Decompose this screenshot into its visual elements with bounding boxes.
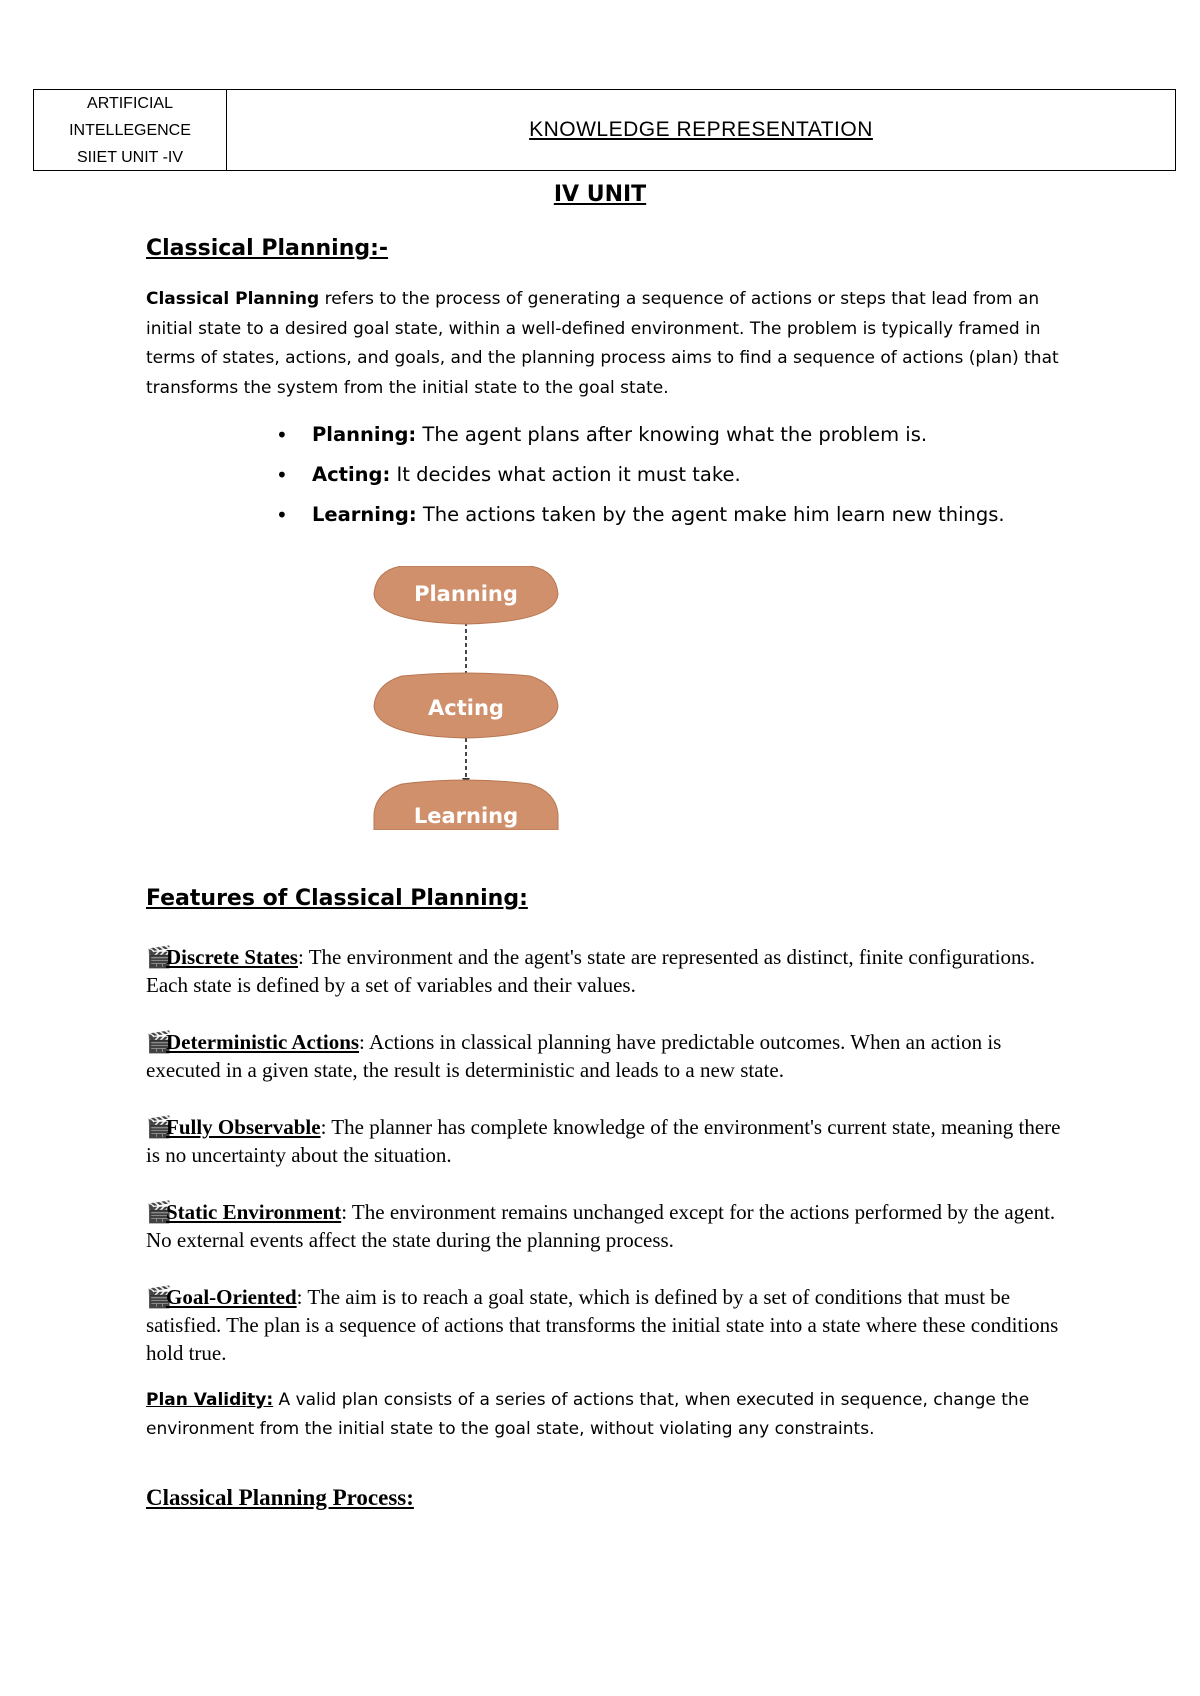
learning-node xyxy=(374,780,558,830)
feature-term: Static Environment xyxy=(166,1200,342,1224)
validity-text: A valid plan consists of a series of actions that, when executed in sequence, change the environment from the initial state to the goal state, without violating any constraints. xyxy=(146,1390,1030,1439)
intro-text: refers to the process of generating a sequence of actions or steps that lead from an initial state to a desired goal state, within a well-defined environment. The problem is typically framed in terms of states, actions, and goals, and the planning process aims to find a sequence of actions (plan) that transforms the system from the initial state to the goal state. xyxy=(146,289,1059,398)
process-heading: Classical Planning Process: xyxy=(146,1485,414,1510)
planning-node xyxy=(374,566,558,624)
planning-cycle-diagram xyxy=(372,566,560,830)
bullet-term: Planning: xyxy=(312,423,417,446)
plan-validity-paragraph xyxy=(146,1386,1066,1444)
feature-term: Discrete States xyxy=(166,945,298,969)
list-item xyxy=(276,495,1076,535)
header-topic-cell xyxy=(227,90,1175,170)
feature-sep: : xyxy=(320,1115,327,1139)
list-item xyxy=(276,455,1076,495)
feature-sep: : xyxy=(341,1200,348,1224)
header-course-cell xyxy=(34,90,227,170)
bullet-term: Learning: xyxy=(312,503,417,526)
acting-node xyxy=(374,673,558,738)
feature-text: Actions in classical planning have predictable outcomes. When an action is executed in a given state, the result is deterministic and leads to a new state. xyxy=(146,1030,1002,1082)
classical-planning-heading: Classical Planning:- xyxy=(146,236,389,261)
clapperboard-icon: 🎬 xyxy=(146,1285,173,1309)
intro-term: Classical Planning xyxy=(146,289,320,309)
header-course-line-1: ARTIFICIAL xyxy=(87,94,173,112)
validity-term: Plan Validity: xyxy=(146,1390,274,1410)
feature-text: The environment and the agent's state are represented as distinct, finite configurations. Each state is defined by a set of variables and their values. xyxy=(146,945,1035,997)
feature-item xyxy=(146,1028,1066,1084)
bullet-text: It decides what action it must take. xyxy=(390,463,741,486)
bullet-text: The agent plans after knowing what the problem is. xyxy=(416,423,928,446)
feature-item xyxy=(146,1283,1066,1367)
bullet-icon: • xyxy=(276,503,288,527)
planning-node-label: Planning xyxy=(414,582,518,606)
feature-term: Goal-Oriented xyxy=(166,1285,297,1309)
bullet-icon: • xyxy=(276,423,288,447)
planning-steps-list xyxy=(276,415,1076,535)
feature-sep: : xyxy=(359,1030,365,1054)
list-item xyxy=(276,415,1076,455)
header-topic-title: KNOWLEDGE REPRESENTATION xyxy=(529,118,873,141)
header-table xyxy=(33,89,1176,171)
clapperboard-icon: 🎬 xyxy=(146,945,173,969)
header-course-line-2: INTELLEGENCE xyxy=(69,121,191,139)
unit-title: IV UNIT xyxy=(553,182,647,207)
feature-sep: : xyxy=(297,945,304,969)
header-course-line-3: SIIET UNIT -IV xyxy=(76,148,184,166)
feature-term: Deterministic Actions xyxy=(166,1030,360,1054)
bullet-icon: • xyxy=(276,463,288,487)
bullet-term: Acting: xyxy=(312,463,391,486)
clapperboard-icon: 🎬 xyxy=(146,1115,173,1139)
classical-planning-intro xyxy=(146,285,1066,403)
learning-node-label: Learning xyxy=(413,804,519,828)
feature-item xyxy=(146,1198,1066,1254)
feature-text: The aim is to reach a goal state, which is defined by a set of conditions that must be satisfied. The plan is a sequence of actions that transforms the initial state into a state where these conditions hold true. xyxy=(146,1285,1059,1365)
feature-item xyxy=(146,943,1066,999)
feature-item xyxy=(146,1113,1066,1169)
feature-sep: : xyxy=(296,1285,303,1309)
clapperboard-icon: 🎬 xyxy=(146,1030,173,1054)
feature-text: The environment remains unchanged except for the actions performed by the agent. No external events affect the state during the planning process. xyxy=(146,1200,1056,1252)
features-heading: Features of Classical Planning: xyxy=(146,886,528,911)
feature-term: Fully Observable xyxy=(166,1115,321,1139)
feature-text: The planner has complete knowledge of the environment's current state, meaning there is no uncertainty about the situation. xyxy=(146,1115,1061,1167)
clapperboard-icon: 🎬 xyxy=(146,1200,173,1224)
acting-node-label: Acting xyxy=(428,696,504,720)
bullet-text: The actions taken by the agent make him learn new things. xyxy=(416,503,1005,526)
